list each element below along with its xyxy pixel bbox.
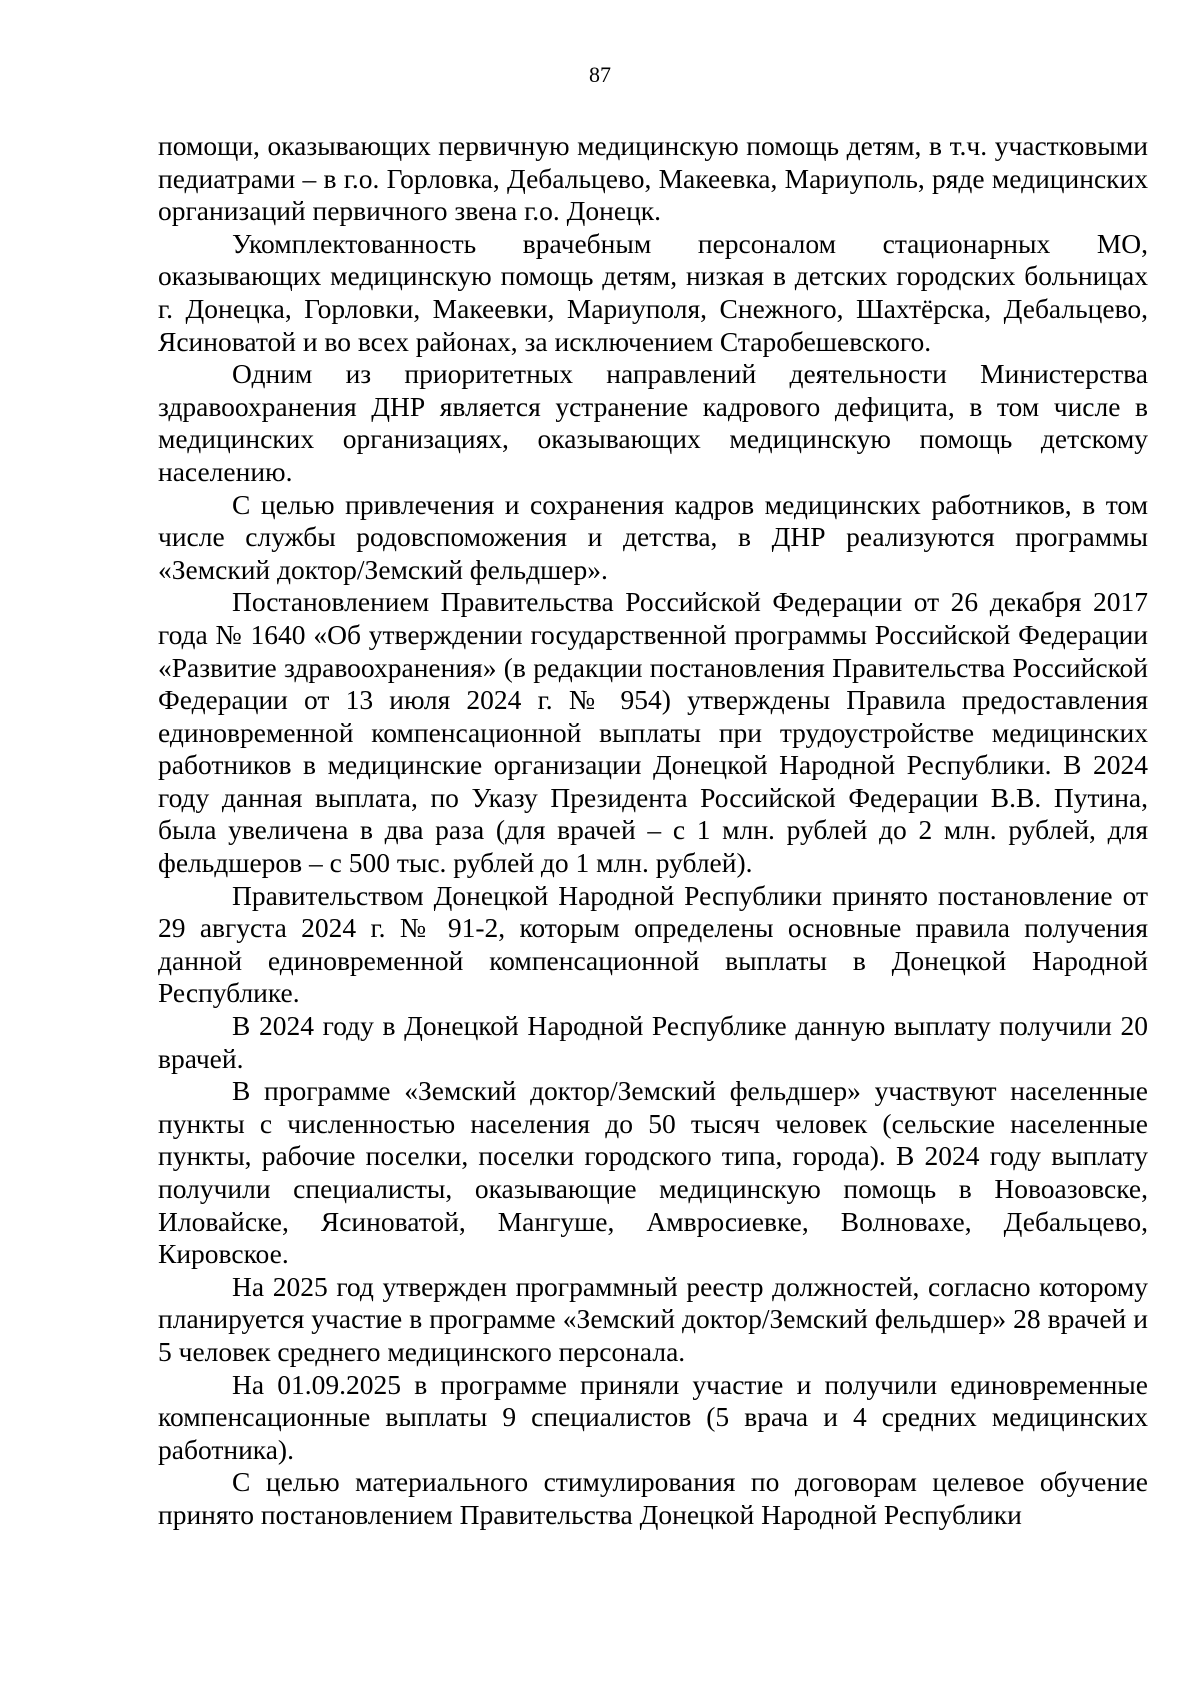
paragraph-program-settlements: В программе «Земский доктор/Земский фельдшер» участвуют населенные пункты с численностью населения до 50 тысяч человек (сельские населенные пункты, рабочие поселки, поселки городского типа, города). В 2024 году выплату получили специалисты, оказывающие медицинскую помощь в Новоазовске, Иловайске, Ясиноватой, Мангуше, Амвросиевке, Волновахе, Дебальцево, Кировское.	[158, 1075, 1148, 1270]
paragraph-zemsky-programs: С целью привлечения и сохранения кадров медицинских работников, в том числе службы родовспоможения и детства, в ДНР реализуются программы «Земский доктор/Земский фельдшер».	[158, 488, 1148, 585]
paragraph-2024-payments: В 2024 году в Донецкой Народной Республике данную выплату получили 20 врачей.	[158, 1010, 1148, 1074]
paragraph-2025-participants: На 01.09.2025 в программе приняли участие и получили единовременные компенсационные выплаты 9 специалистов (5 врача и 4 средних медицинских работника).	[158, 1368, 1148, 1465]
paragraph-2025-registry: На 2025 год утвержден программный реестр должностей, согласно которому планируется участие в программе «Земский доктор/Земский фельдшер» 28 врачей и 5 человек среднего медицинского персонала.	[158, 1270, 1148, 1367]
page-number: 87	[589, 62, 611, 87]
document-body	[158, 130, 1148, 1532]
paragraph-staffing-hospitals: Укомплектованность врачебным персоналом стационарных МО, оказывающих медицинскую помощь детям, низкая в детских городских больницах г. Донецка, Горловки, Макеевки, Мариуполя, Снежного, Шахтёрска, Дебальцево, Ясиноватой и во всех районах, за исключением Старобешевского.	[158, 227, 1148, 357]
paragraph-targeted-training: С целью материального стимулирования по договорам целевое обучение принято постановлением Правительства Донецкой Народной Республики	[158, 1466, 1148, 1530]
paragraph-continuation: помощи, оказывающих первичную медицинскую помощь детям, в т.ч. участковыми педиатрами – в г.о. Горловка, Дебальцево, Макеевка, Мариуполь, ряде медицинских организаций первичного звена г.о. Донецк.	[158, 130, 1148, 227]
paragraph-priority-directions: Одним из приоритетных направлений деятельности Министерства здравоохранения ДНР является устранение кадрового дефицита, в том числе в медицинских организациях, оказывающих медицинскую помощь детскому населению.	[158, 358, 1148, 487]
paragraph-dpr-resolution: Правительством Донецкой Народной Республики принято постановление от 29 августа 2024 г. № 91-2, которым определены основные правила получения данной единовременной компенсационной выплаты в Донецкой Народной Республике.	[158, 879, 1148, 1009]
paragraph-federal-resolution: Постановлением Правительства Российской Федерации от 26 декабря 2017 года № 1640 «Об утверждении государственной программы Российской Федерации «Развитие здравоохранения» (в редакции постановления Правительства Российской Федерации от 13 июля 2024 г. № 954) утверждены Правила предоставления единовременной компенсационной выплаты при трудоустройстве медицинских работников в медицинские организации Донецкой Народной Республики. В 2024 году данная выплата, по Указу Президента Российской Федерации В.В. Путина, была увеличена в два раза (для врачей – с 1 млн. рублей до 2 млн. рублей, для фельдшеров – с 500 тыс. рублей до 1 млн. рублей).	[158, 586, 1148, 879]
